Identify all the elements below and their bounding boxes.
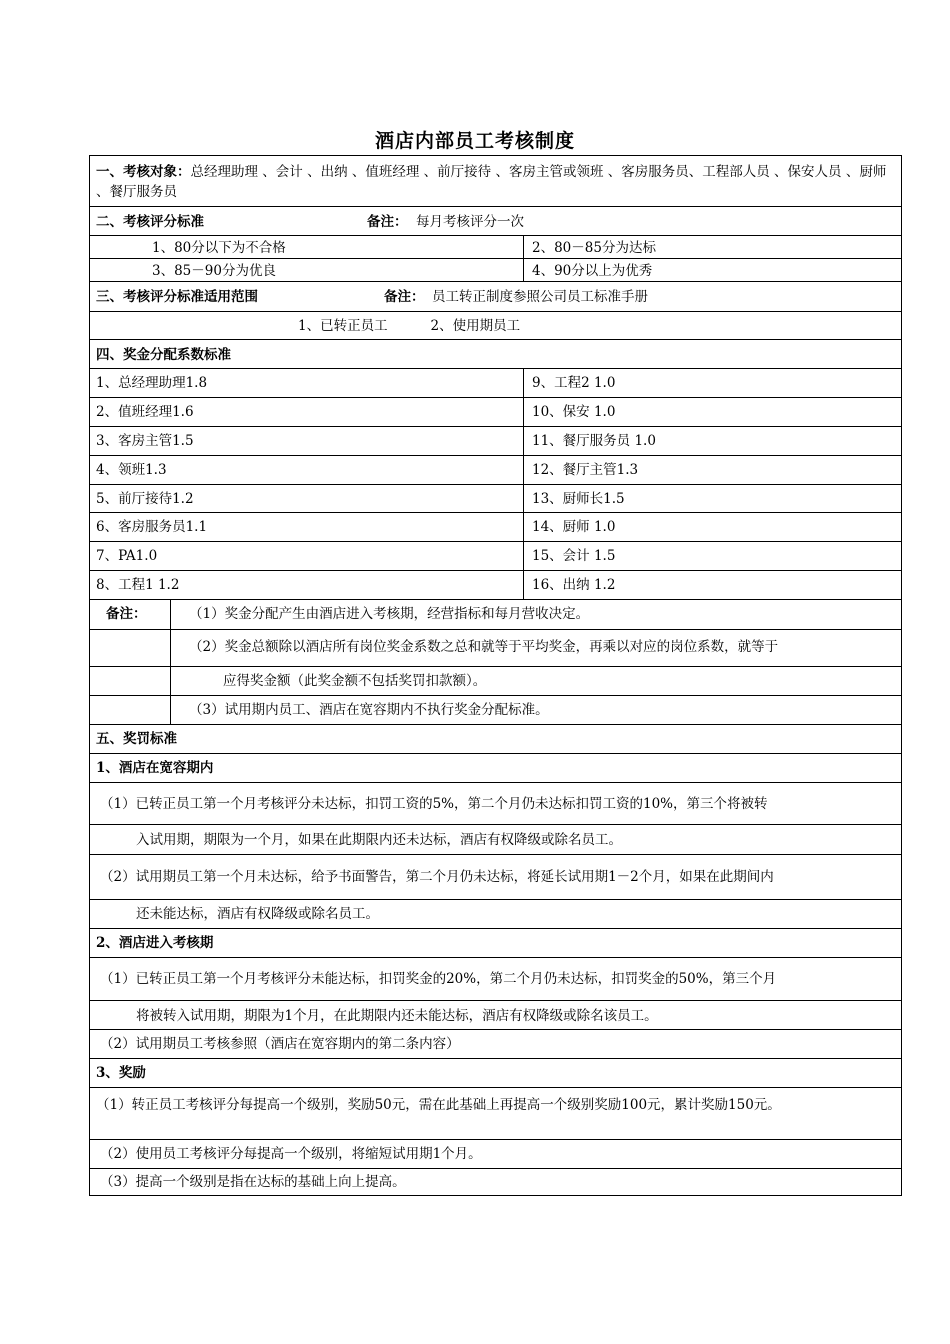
coef-row	[89, 542, 902, 571]
coef-row	[89, 456, 902, 485]
section-2-note-label: 备注：	[367, 214, 408, 230]
subsection-3-header	[89, 1059, 902, 1088]
coef-right: 16、出纳 1.2	[532, 577, 616, 593]
section-5-header	[89, 725, 902, 754]
coef-row	[89, 427, 902, 456]
section-1-row	[89, 155, 902, 207]
grade-right-cell	[523, 259, 901, 281]
bonus-note-cell	[170, 667, 901, 695]
grade-item: 4、90分以上为优秀	[532, 263, 653, 279]
section-3-note: 员工转正制度参照公司员工标准手册	[432, 289, 648, 305]
coef-left: 3、客房主管1.5	[96, 433, 194, 449]
rule-row	[89, 1140, 902, 1169]
bonus-note-cell	[170, 600, 901, 629]
bonus-note-cell	[170, 696, 901, 724]
rule-text: （1）已转正员工第一个月考核评分未达标，扣罚工资的5%，第二个月仍未达标扣罚工资的10%，第三个将被转	[100, 796, 768, 812]
coef-left: 5、前厅接待1.2	[96, 491, 194, 507]
bonus-note-label: 备注：	[106, 606, 147, 622]
subsection-1-label: 1、酒店在宽容期内	[96, 760, 214, 776]
coef-row	[89, 398, 902, 427]
rule-row	[89, 1030, 902, 1059]
document-title: 酒店内部员工考核制度	[374, 130, 575, 152]
subsection-1-header	[89, 754, 902, 783]
grade-item: 1、80分以下为不合格	[152, 240, 286, 256]
section-2-label: 二、考核评分标准	[96, 214, 204, 230]
coef-left: 8、工程1 1.2	[96, 577, 180, 593]
rule-row	[89, 900, 902, 929]
section-5-label: 五、奖罚标准	[96, 731, 177, 747]
coef-right-cell	[523, 513, 901, 541]
coef-left: 7、PA1.0	[96, 548, 158, 564]
coef-right-cell	[523, 427, 901, 455]
rule-row	[89, 825, 902, 855]
section-3-label: 三、考核评分标准适用范围	[96, 289, 258, 305]
rule-text: 将被转入试用期，期限为1个月，在此期限内还未能达标，酒店有权降级或除名该员工。	[136, 1008, 658, 1024]
coef-left: 1、总经理助理1.8	[96, 375, 208, 391]
subsection-2-label: 2、酒店进入考核期	[96, 935, 214, 951]
coef-right-cell	[523, 485, 901, 512]
rule-row	[89, 1169, 902, 1196]
grade-row-1	[89, 236, 902, 259]
rule-row	[89, 855, 902, 900]
coef-right-cell	[523, 542, 901, 570]
scope-row	[89, 312, 902, 340]
coef-right-cell	[523, 456, 901, 484]
subsection-2-header	[89, 929, 902, 958]
coef-right-cell	[523, 398, 901, 426]
rule-text: （1）已转正员工第一个月考核评分未能达标，扣罚奖金的20%，第二个月仍未达标，扣罚奖金的50%，第三个月	[100, 971, 777, 987]
rule-row	[89, 1088, 902, 1140]
grade-row-2	[89, 259, 902, 282]
subsection-3-label: 3、奖励	[96, 1065, 146, 1081]
scope-text: 1、已转正员工 2、使用期员工	[298, 318, 521, 334]
coef-right: 14、厨师 1.0	[532, 519, 616, 535]
bonus-note-text: 应得奖金额（此奖金额不包括奖罚扣款额）。	[223, 673, 487, 689]
coef-row	[89, 571, 902, 600]
rule-text: （1）转正员工考核评分每提高一个级别，奖励50元，需在此基础上再提高一个级别奖励100元，累计奖励150元。	[96, 1097, 781, 1113]
rule-text: 还未能达标，酒店有权降级或除名员工。	[136, 906, 379, 922]
bonus-note-row	[89, 667, 902, 696]
section-3-note-label: 备注：	[384, 289, 425, 305]
rule-text: （2）试用期员工考核参照（酒店在宽容期内的第二条内容）	[100, 1036, 460, 1052]
rule-text: （2）使用员工考核评分每提高一个级别，将缩短试用期1个月。	[100, 1146, 482, 1162]
section-4-header	[89, 340, 902, 369]
coef-row	[89, 513, 902, 542]
coef-right: 11、餐厅服务员 1.0	[532, 433, 656, 449]
coef-right-cell	[523, 369, 901, 397]
coef-row	[89, 369, 902, 398]
bonus-note-row	[89, 630, 902, 667]
bonus-note-row	[89, 600, 902, 630]
section-2-header	[89, 207, 902, 236]
coef-row	[89, 485, 902, 513]
section-4-label: 四、奖金分配系数标准	[96, 347, 231, 363]
bonus-note-text: （1）奖金分配产生由酒店进入考核期，经营指标和每月营收决定。	[189, 606, 590, 622]
section-1-label: 一、考核对象：	[96, 164, 191, 180]
coef-left: 6、客房服务员1.1	[96, 519, 208, 535]
coef-left: 2、值班经理1.6	[96, 404, 194, 420]
grade-item: 2、80－85分为达标	[532, 240, 656, 256]
grade-item: 3、85－90分为优良	[152, 263, 276, 279]
rule-text: （2）试用期员工第一个月未达标，给予书面警告，第二个月仍未达标，将延长试用期1－2个月，如果在此期间内	[100, 869, 774, 885]
coef-left: 4、领班1.3	[96, 462, 167, 478]
coef-right: 13、厨师长1.5	[532, 491, 625, 507]
rule-row	[89, 783, 902, 825]
bonus-note-text: （3）试用期内员工、酒店在宽容期内不执行奖金分配标准。	[189, 702, 549, 718]
rule-row	[89, 958, 902, 1001]
coef-right: 9、工程2 1.0	[532, 375, 616, 391]
bonus-note-text: （2）奖金总额除以酒店所有岗位奖金系数之总和就等于平均奖金，再乘以对应的岗位系数，就等于	[189, 639, 779, 655]
coef-right-cell	[523, 571, 901, 599]
bonus-note-cell	[170, 630, 901, 666]
section-1-content	[96, 162, 896, 202]
section-3-header	[89, 282, 902, 312]
bonus-note-row	[89, 696, 902, 725]
section-1-text: 总经理助理 、会计 、出纳 、值班经理 、前厅接待 、客房主管或领班 、客房服务员、工程部人员 、保安人员 、厨师 、餐厅服务员	[96, 164, 887, 200]
section-2-note: 每月考核评分一次	[416, 214, 524, 230]
coef-right: 10、保安 1.0	[532, 404, 616, 420]
coef-right: 15、会计 1.5	[532, 548, 616, 564]
rule-text: （3）提高一个级别是指在达标的基础上向上提高。	[100, 1174, 406, 1190]
rule-text: 入试用期，期限为一个月，如果在此期限内还未达标，酒店有权降级或除名员工。	[136, 832, 622, 848]
grade-right-cell	[523, 236, 901, 258]
coef-right: 12、餐厅主管1.3	[532, 462, 639, 478]
rule-row	[89, 1001, 902, 1030]
